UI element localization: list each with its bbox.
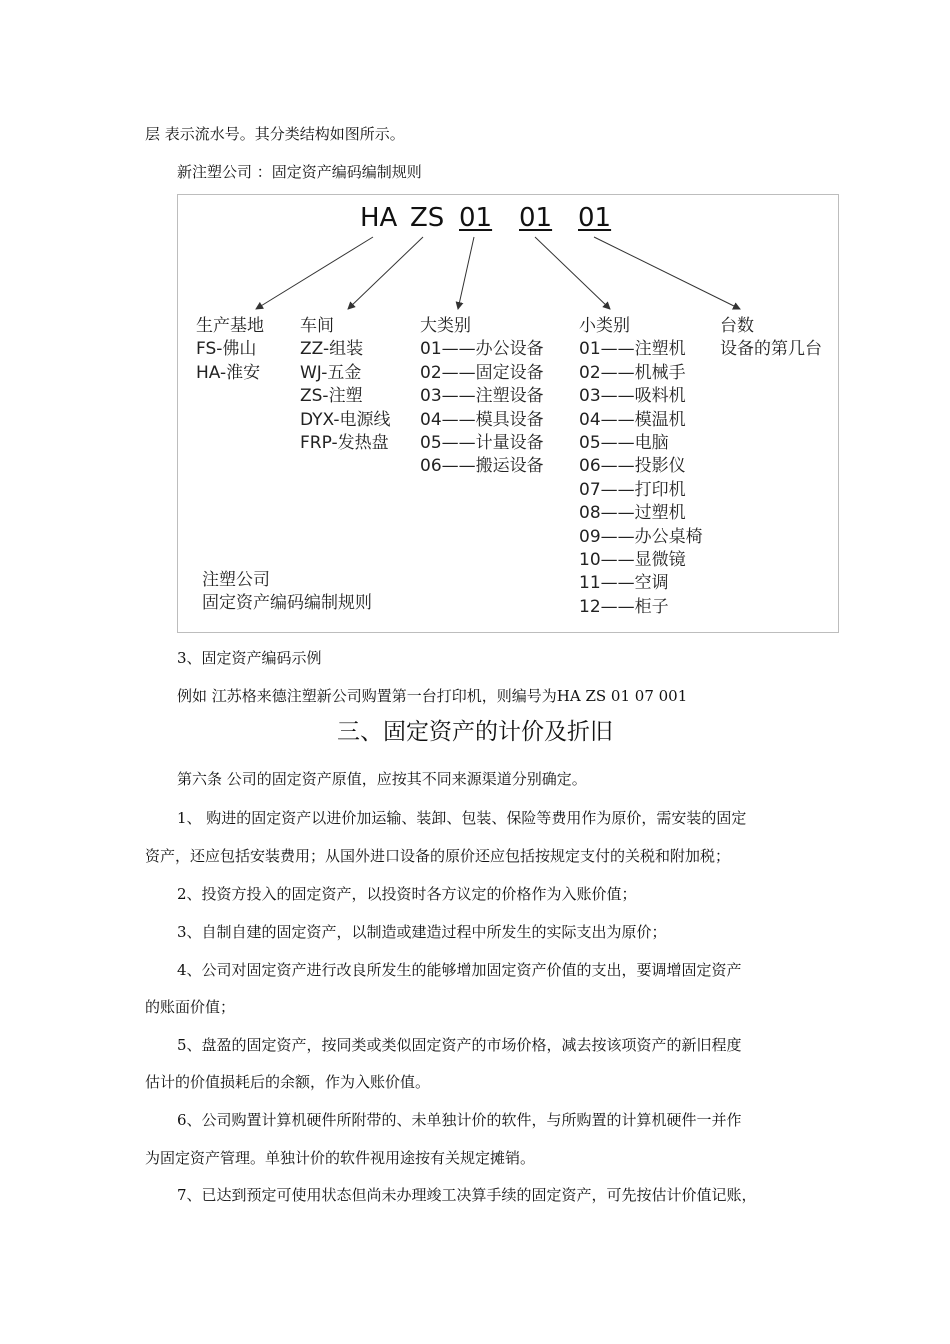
column-unit-count xyxy=(720,315,822,362)
col4-item: 01——注塑机 xyxy=(579,339,686,360)
col3-item: 03——注塑设备 xyxy=(420,386,544,407)
code-part-5: 01 xyxy=(578,203,612,233)
col4-item: 09——办公桌椅 xyxy=(579,526,703,547)
paragraph-line: 资产，还应包括安装费用；从国外进口设备的原价还应包括按规定支付的关税和附加税； xyxy=(145,847,731,865)
caption-line: 注塑公司 xyxy=(202,570,270,590)
col3-item: 05——计量设备 xyxy=(420,433,544,454)
col5-item: 设备的第几台 xyxy=(720,339,822,360)
diagram-caption xyxy=(202,569,372,616)
col3-item: 02——固定设备 xyxy=(420,362,544,383)
col2-item: ZZ-组装 xyxy=(300,339,364,360)
col3-item: 06——搬运设备 xyxy=(420,456,544,477)
arrow-1 xyxy=(256,237,373,309)
col1-item: HA-淮安 xyxy=(196,362,261,383)
arrow-5 xyxy=(594,237,740,309)
col4-item: 02——机械手 xyxy=(579,362,686,383)
paragraph-line: 4、公司对固定资产进行改良所发生的能够增加固定资产价值的支出，要调增固定资产 xyxy=(177,961,742,979)
intro-line: 层 表示流水号。其分类结构如图所示。 xyxy=(145,125,405,143)
code-part-1: HA xyxy=(360,203,398,233)
col4-item: 12——柜子 xyxy=(579,596,669,617)
column-production-base xyxy=(196,315,264,385)
column-major-category xyxy=(420,315,544,479)
col4-header: 小类别 xyxy=(579,316,630,336)
col3-item: 01——办公设备 xyxy=(420,339,544,360)
col2-item: ZS-注塑 xyxy=(300,386,363,407)
col4-item: 10——显微镜 xyxy=(579,550,686,571)
column-minor-category xyxy=(579,315,703,619)
paragraph-line: 1、 购进的固定资产以进价加运输、装卸、包装、保险等费用作为原价，需安装的固定 xyxy=(177,809,747,827)
col4-item: 03——吸料机 xyxy=(579,386,686,407)
col5-header: 台数 xyxy=(720,316,754,336)
section-heading: 三、固定资产的计价及折旧 xyxy=(337,719,613,745)
col1-item: FS-佛山 xyxy=(196,339,257,360)
paragraph-line: 为固定资产管理。单独计价的软件视用途按有关规定摊销。 xyxy=(145,1149,536,1167)
paragraph-line: 2、投资方投入的固定资产，以投资时各方议定的价格作为入账价值； xyxy=(177,885,637,903)
col2-item: WJ-五金 xyxy=(300,362,362,383)
paragraph-line: 3、自制自建的固定资产，以制造或建造过程中所发生的实际支出为原价； xyxy=(177,923,667,941)
column-workshop xyxy=(300,315,390,455)
arrow-2 xyxy=(348,237,423,309)
code-part-3: 01 xyxy=(459,203,493,233)
arrow-4 xyxy=(535,237,610,309)
col2-item: DYX-电源线 xyxy=(300,409,391,430)
col4-item: 11——空调 xyxy=(579,573,669,594)
col3-item: 04——模具设备 xyxy=(420,409,544,430)
col2-header: 车间 xyxy=(300,316,334,336)
caption-line: 固定资产编码编制规则 xyxy=(202,593,372,614)
code-part-2: ZS xyxy=(410,203,445,233)
col1-header: 生产基地 xyxy=(196,316,264,336)
paragraph-line: 5、盘盈的固定资产，按同类或类似固定资产的市场价格，减去按该项资产的新旧程度 xyxy=(177,1036,742,1054)
code-part-4: 01 xyxy=(519,203,553,233)
col3-header: 大类别 xyxy=(420,316,471,336)
diagram-title: 新注塑公司 ：固定资产编码编制规则 xyxy=(177,163,422,181)
asset-code-diagram xyxy=(177,194,839,633)
paragraph-line: 估计的价值损耗后的余额，作为入账价值。 xyxy=(145,1073,431,1091)
example-heading: 3、固定资产编码示例 xyxy=(177,649,322,667)
col4-item: 05——电脑 xyxy=(579,433,669,454)
arrow-3 xyxy=(458,237,474,309)
col4-item: 07——打印机 xyxy=(579,479,686,500)
paragraph-line: 的账面价值； xyxy=(145,998,236,1016)
example-line: 例如 江苏格来德注塑新公司购置第一台打印机，则编号为HA ZS 01 07 001 xyxy=(177,687,688,705)
col4-item: 06——投影仪 xyxy=(579,456,686,477)
paragraph-line: 6、公司购置计算机硬件所附带的、未单独计价的软件，与所购置的计算机硬件一并作 xyxy=(177,1111,742,1129)
col2-item: FRP-发热盘 xyxy=(300,433,389,454)
paragraph-line: 7、已达到预定可使用状态但尚未办理竣工决算手续的固定资产，可先按估计价值记账， xyxy=(177,1186,757,1204)
col4-item: 04——模温机 xyxy=(579,409,686,430)
col4-item: 08——过塑机 xyxy=(579,503,686,524)
paragraph-line: 第六条 公司的固定资产原值，应按其不同来源渠道分别确定。 xyxy=(177,770,587,788)
